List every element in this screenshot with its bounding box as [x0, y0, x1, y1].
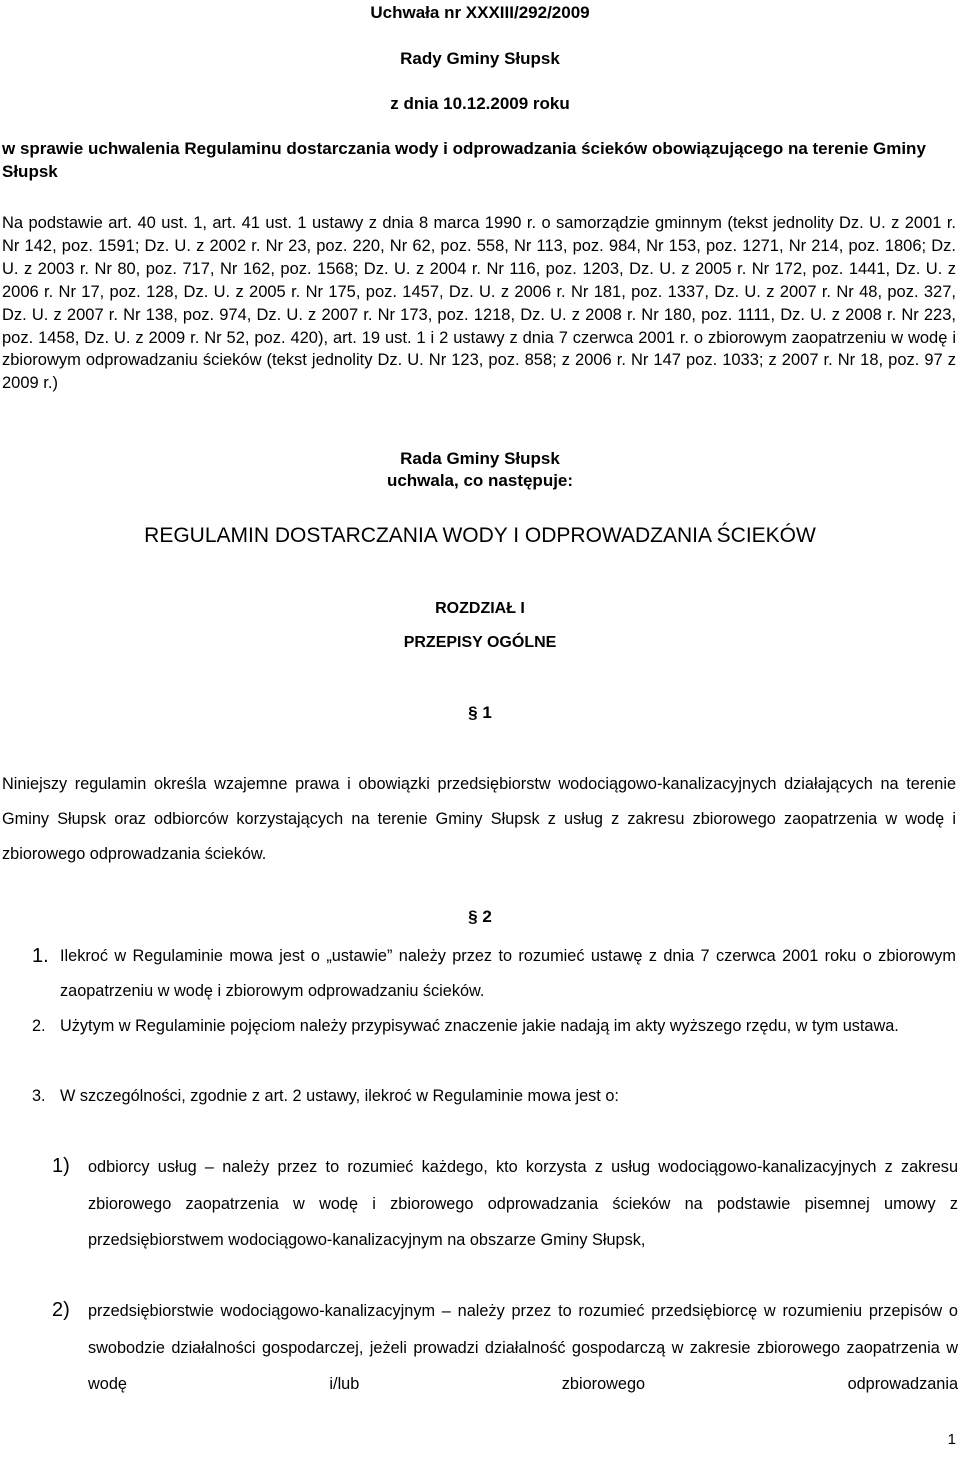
chapter-name: PRZEPISY OGÓLNE	[403, 634, 557, 651]
enactment-formula: uchwala, co następuje:	[386, 471, 574, 490]
resolution-subject: w sprawie uchwalenia Regulaminu dostarczania wody i odprowadzania ścieków obowiązującego na terenie Gminy Słupsk	[2, 139, 926, 181]
paragraph-2-number: 2	[482, 907, 492, 926]
page-number: 1	[947, 1431, 956, 1448]
item-text: W szczególności, zgodnie z art. 2 ustawy, ilekroć w Regulaminie mowa jest o:	[60, 1087, 619, 1105]
section-sign-icon: §	[468, 703, 478, 722]
definition-number: 1)	[52, 1155, 70, 1177]
resolution-date: z dnia 10.12.2009 roku	[390, 94, 570, 113]
item-number: 3.	[32, 1087, 46, 1105]
definition-text: przedsiębiorstwie wodociągowo-kanalizacyjnym – należy przez to rozumieć przedsiębiorcę w rozumieniu przepisów o swobodzie działalności gospodarczej, jeżeli prowadzi działalność gospodarczą w zakresie zbiorowego zaopatrzenia w wodę i/lub zbiorowego odprowadzania	[88, 1302, 958, 1393]
legal-basis: Na podstawie art. 40 ust. 1, art. 41 ust. 1 ustawy z dnia 8 marca 1990 r. o samorządzie gminnym (tekst jednolity Dz. U. z 2001 r. Nr 142, poz. 1591; Dz. U. z 2002 r. Nr 23, poz. 220, Nr 62, poz. 558, Nr 113, poz. 984, Nr 153, poz. 1271, Nr 214, poz. 1806; Dz. U. z 2003 r. Nr 80, poz. 717, Nr 162, poz. 1568; Dz. U. z 2004 r. Nr 116, poz. 1203, Dz. U. z 2005 r. Nr 172, poz. 1441, Dz. U. z 2006 r. Nr 17, poz. 128, Dz. U. z 2005 r. Nr 175, poz. 1457, Dz. U. z 2006 r. Nr 181, poz. 1337, Dz. U. z 2007 r. Nr 48, poz. 327, Dz. U. z 2007 r. Nr 138, poz. 974, Dz. U. z 2007 r. Nr 173, poz. 1218, Dz. U. z 2008 r. Nr 180, poz. 1111, Dz. U. z 2008 r. Nr 223, poz. 1458, Dz. U. z 2009 r. Nr 52, poz. 420), art. 19 ust. 1 i 2 ustawy z dnia 7 czerwca 2001 r. o zbiorowym zaopatrzeniu w wodę i zbiorowym odprowadzaniu ścieków (tekst jednolity Dz. U. Nr 123, poz. 858; z 2006 r. Nr 147 poz. 1033; z 2007 r. Nr 18, poz. 97 z 2009 r.)	[2, 214, 956, 393]
definition-number: 2)	[52, 1299, 70, 1321]
enactment-council: Rada Gminy Słupsk	[400, 449, 560, 468]
paragraph-2-heading	[0, 907, 960, 927]
paragraph-1-heading	[0, 703, 960, 723]
item-text: Ilekroć w Regulaminie mowa jest o „ustawie” należy przez to rozumieć ustawę z dnia 7 czerwca 2001 roku o zbiorowym zaopatrzeniu w wodę i zbiorowym odprowadzaniu ścieków.	[60, 947, 956, 1000]
item-number: 2.	[32, 1017, 46, 1035]
paragraph-1-text: Niniejszy regulamin określa wzajemne prawa i obowiązki przedsiębiorstw wodociągowo-kanalizacyjnych działających na terenie Gminy Słupsk oraz odbiorców korzystających na terenie Gminy Słupsk z usług z zakresu zbiorowego zaopatrzenia w wodę i zbiorowego odprowadzania ścieków.	[2, 775, 956, 863]
resolution-number: Uchwała nr XXXIII/292/2009	[370, 3, 590, 22]
definition-text: odbiorcy usług – należy przez to rozumieć każdego, kto korzysta z usług wodociągowo-kanalizacyjnych z zakresu zbiorowego zaopatrzenia w wodę i zbiorowego odprowadzania ścieków na podstawie pisemnej umowy z przedsiębiorstwem wodociągowo-kanalizacyjnym na obszarze Gminy Słupsk,	[88, 1158, 958, 1249]
item-text: Użytym w Regulaminie pojęciom należy przypisywać znaczenie jakie nadają im akty wyższego rzędu, w tym ustawa.	[60, 1017, 899, 1035]
regulation-title: REGULAMIN DOSTARCZANIA WODY I ODPROWADZANIA ŚCIEKÓW	[144, 524, 816, 547]
paragraph-1-number: 1	[482, 703, 492, 722]
section-sign-icon: §	[468, 907, 478, 926]
chapter-number: ROZDZIAŁ I	[435, 600, 525, 617]
council-name: Rady Gminy Słupsk	[400, 49, 560, 68]
item-number: 1.	[32, 945, 49, 967]
